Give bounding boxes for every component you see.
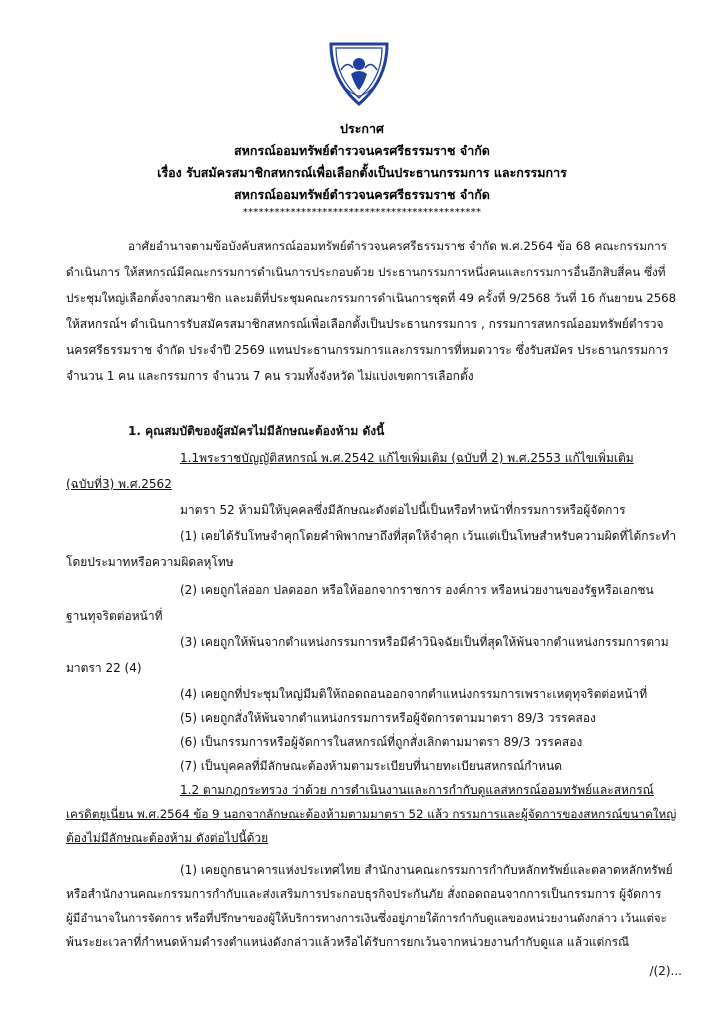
regulation-reference-cont: เครดิตยูเนี่ยน พ.ศ.2564 ข้อ 9 นอกจากลักษณะต้องห้ามตามมาตรา 52 แล้ว กรรมการและผู้จัดการของสหกรณ์ขนาดใหญ่ [66,807,677,821]
list-item-cont: มาตรา 22 (4) [66,661,142,675]
list-item: (1) เคยถูกธนาคารแห่งประเทศไทย สำนักงานคณะกรรมการกำกับหลักทรัพย์และตลาดหลักทรัพย์ [180,863,673,877]
organization-name: สหกรณ์ออมทรัพย์ตำรวจนครศรีธรรมราช จำกัด [234,143,490,158]
list-item: (6) เป็นกรรมการหรือผู้จัดการในสหกรณ์ที่ถูกสั่งเลิกตามมาตรา 89/3 วรรคสอง [180,735,583,749]
announcement-subject: เรื่อง รับสมัครสมาชิกสหกรณ์เพื่อเลือกตั้งเป็นประธานกรรมการ และกรรมการ [157,165,567,180]
article-text: มาตรา 52 ห้ามมิให้บุคคลซึ่งมีลักษณะดังต่อไปนี้เป็นหรือทำหน้าที่กรรมการหรือผู้จัดการ [180,503,626,517]
divider-stars: ********************************************* [242,207,482,218]
list-item-cont: โดยประมาทหรือความผิดลหุโทษ [66,555,234,569]
intro-line: นครศรีธรรมราช จำกัด ประจำปี 2569 แทนประธานกรรมการและกรรมการที่หมดวาระ ซึ่งรับสมัคร ประธานกรรมการ [66,343,669,357]
list-item: (4) เคยถูกที่ประชุมใหญ่มีมติให้ถอดถอนออกจากตำแหน่งกรรมการเพราะเหตุทุจริตต่อหน้าที่ [180,687,648,701]
regulation-reference: 1.2 ตามกฎกระทรวง ว่าด้วย การดำเนินงานและการกำกับดูแลสหกรณ์ออมทรัพย์และสหกรณ์ [180,783,654,797]
organization-name-2: สหกรณ์ออมทรัพย์ตำรวจนครศรีธรรมราช จำกัด [234,187,490,202]
law-reference: 1.1พระราชบัญญัติสหกรณ์ พ.ศ.2542 แก้ไขเพิ่มเติม (ฉบับที่ 2) พ.ศ.2553 แก้ไขเพิ่มเติม [180,451,634,465]
cooperative-seal-logo [325,40,393,108]
intro-line: ให้สหกรณ์ฯ ดำเนินการรับสมัครสมาชิกสหกรณ์เพื่อเลือกตั้งเป็นประธานกรรมการ , กรรมการสหกรณ์ออมทรัพย์ตำรวจ [66,317,664,331]
list-item: (1) เคยได้รับโทษจำคุกโดยคำพิพากษาถึงที่สุดให้จำคุก เว้นแต่เป็นโทษสำหรับความผิดที่ได้กระทำ [180,529,677,543]
list-item: (3) เคยถูกให้พ้นจากตำแหน่งกรรมการหรือมีคำวินิจฉัยเป็นที่สุดให้พ้นจากตำแหน่งกรรมการตาม [180,635,669,649]
intro-line: ดำเนินการ ให้สหกรณ์มีคณะกรรมการดำเนินการประกอบด้วย ประธานกรรมการหนึ่งคนและกรรมการอื่นอีกสิบสี่คน ซึ่งที่ [66,265,666,279]
law-reference-cont: (ฉบับที่3) พ.ศ.2562 [66,477,172,491]
list-item: (5) เคยถูกสั่งให้พ้นจากตำแหน่งกรรมการหรือผู้จัดการตามมาตรา 89/3 วรรคสอง [180,711,596,725]
intro-line: ประชุมใหญ่เลือกตั้งจากสมาชิก และมติที่ประชุมคณะกรรมการดำเนินการชุดที่ 49 ครั้งที่ 9/2568 วันที่ 16 กันยายน 2568 [66,291,677,305]
list-item-cont: พ้นระยะเวลาที่กำหนดห้ามดำรงตำแหน่งดังกล่าวแล้วหรือได้รับการยกเว้นจากหน่วยงานกำกับดูแล แล้วแต่กรณี [66,935,630,949]
list-item: (2) เคยถูกไล่ออก ปลดออก หรือให้ออกจากราชการ องค์การ หรือหน่วยงานของรัฐหรือเอกชน [180,583,654,597]
intro-line: อาศัยอำนาจตามข้อบังคับสหกรณ์ออมทรัพย์ตำรวจนครศรีธรรมราช จำกัด พ.ศ.2564 ข้อ 68 คณะกรรมการ [128,239,668,253]
intro-line: จำนวน 1 คน และกรรมการ จำนวน 7 คน รวมทั้งจังหวัด ไม่แบ่งเขตการเลือกตั้ง [66,369,474,383]
announcement-title: ประกาศ [340,121,384,136]
list-item: (7) เป็นบุคคลที่มีลักษณะต้องห้ามตามระเบียบที่นายทะเบียนสหกรณ์กำหนด [180,759,562,773]
section-heading: 1. คุณสมบัติของผู้สมัครไม่มีลักษณะต้องห้าม ดังนี้ [128,424,385,438]
list-item-cont: ฐานทุจริตต่อหน้าที่ [66,609,163,623]
list-item-cont: ผู้มีอำนาจในการจัดการ หรือที่ปรึกษาของผู้ให้บริการทางการเงินซึ่งอยู่ภายใต้การกำกับดูแลของหน่วยงานดังกล่าว เว้นแต่จะ [66,911,667,925]
list-item-cont: หรือสำนักงานคณะกรรมการกำกับและส่งเสริมการประกอบธุรกิจประกันภัย สั่งถอดถอนจากการเป็นกรรมการ ผู้จัดการ [66,887,662,901]
regulation-reference-cont: ต้องไม่มีลักษณะต้องห้าม ดังต่อไปนี้ด้วย [66,831,269,845]
page-continuation-marker: /(2)... [649,964,682,978]
